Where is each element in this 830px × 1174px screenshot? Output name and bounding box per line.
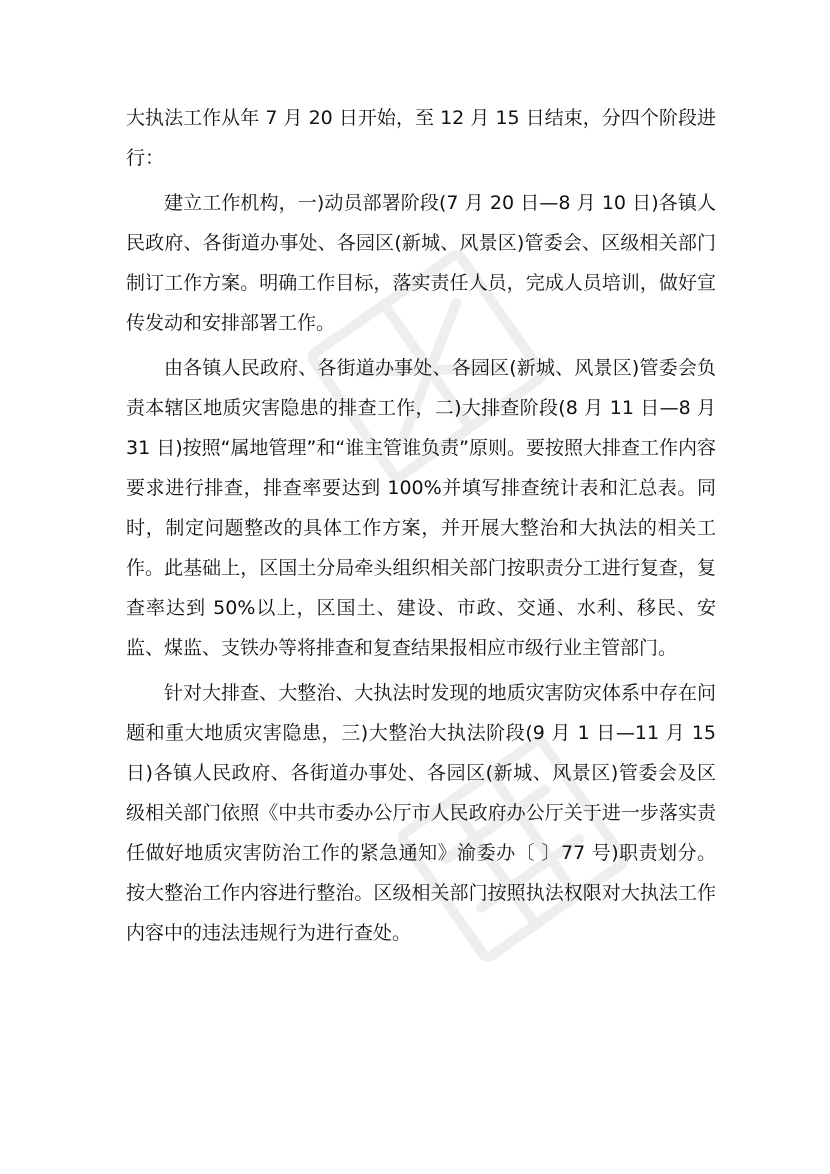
paragraph-intro: 大执法工作从年 7 月 20 日开始，至 12 月 15 日结束，分四个阶段进行： bbox=[126, 107, 716, 169]
document-body bbox=[126, 98, 716, 958]
paragraph-phase-two: 由各镇人民政府、各街道办事处、各园区(新城、风景区)管委会负责本辖区地质灾害隐患的排查工作，二)大排查阶段(8 月 11 日—8 月 31 日)按照“属地管理”和“谁主管谁负责”原则。要按照大排查工作内容要求进行排查，排查率要达到 100%并填写排查统计表和汇总表。同时，制定问题整改的具体工作方案，并开展大整治和大执法的相关工作。此基础上，区国土分局牵头组织相关部门按职责分工进行复查，复查率达到 50%以上，区国土、建设、市政、交通、水利、移民、安监、煤监、支铁办等将排查和复查结果报相应市级行业主管部门。 bbox=[126, 357, 717, 659]
paragraph-phase-three: 针对大排查、大整治、大执法时发现的地质灾害防灾体系中存在问题和重大地质灾害隐患，三)大整治大执法阶段(9 月 1 日—11 月 15 日)各镇人民政府、各街道办事处、各园区(新城、风景区)管委会及区级相关部门依照《中共市委办公厅市人民政府办公厅关于进一步落实责任做好地质灾害防治工作的紧急通知》渝委办〔 〕77 号)职责划分。按大整治工作内容进行整治。区级相关部门按照执法权限对大执法工作内容中的违法违规行为进行查处。 bbox=[126, 682, 716, 944]
paragraph-phase-one: 建立工作机构，一)动员部署阶段(7 月 20 日—8 月 10 日)各镇人民政府、各街道办事处、各园区(新城、风景区)管委会、区级相关部门制订工作方案。明确工作目标，落实责任人员，完成人员培训，做好宣传发动和安排部署工作。 bbox=[126, 192, 716, 334]
